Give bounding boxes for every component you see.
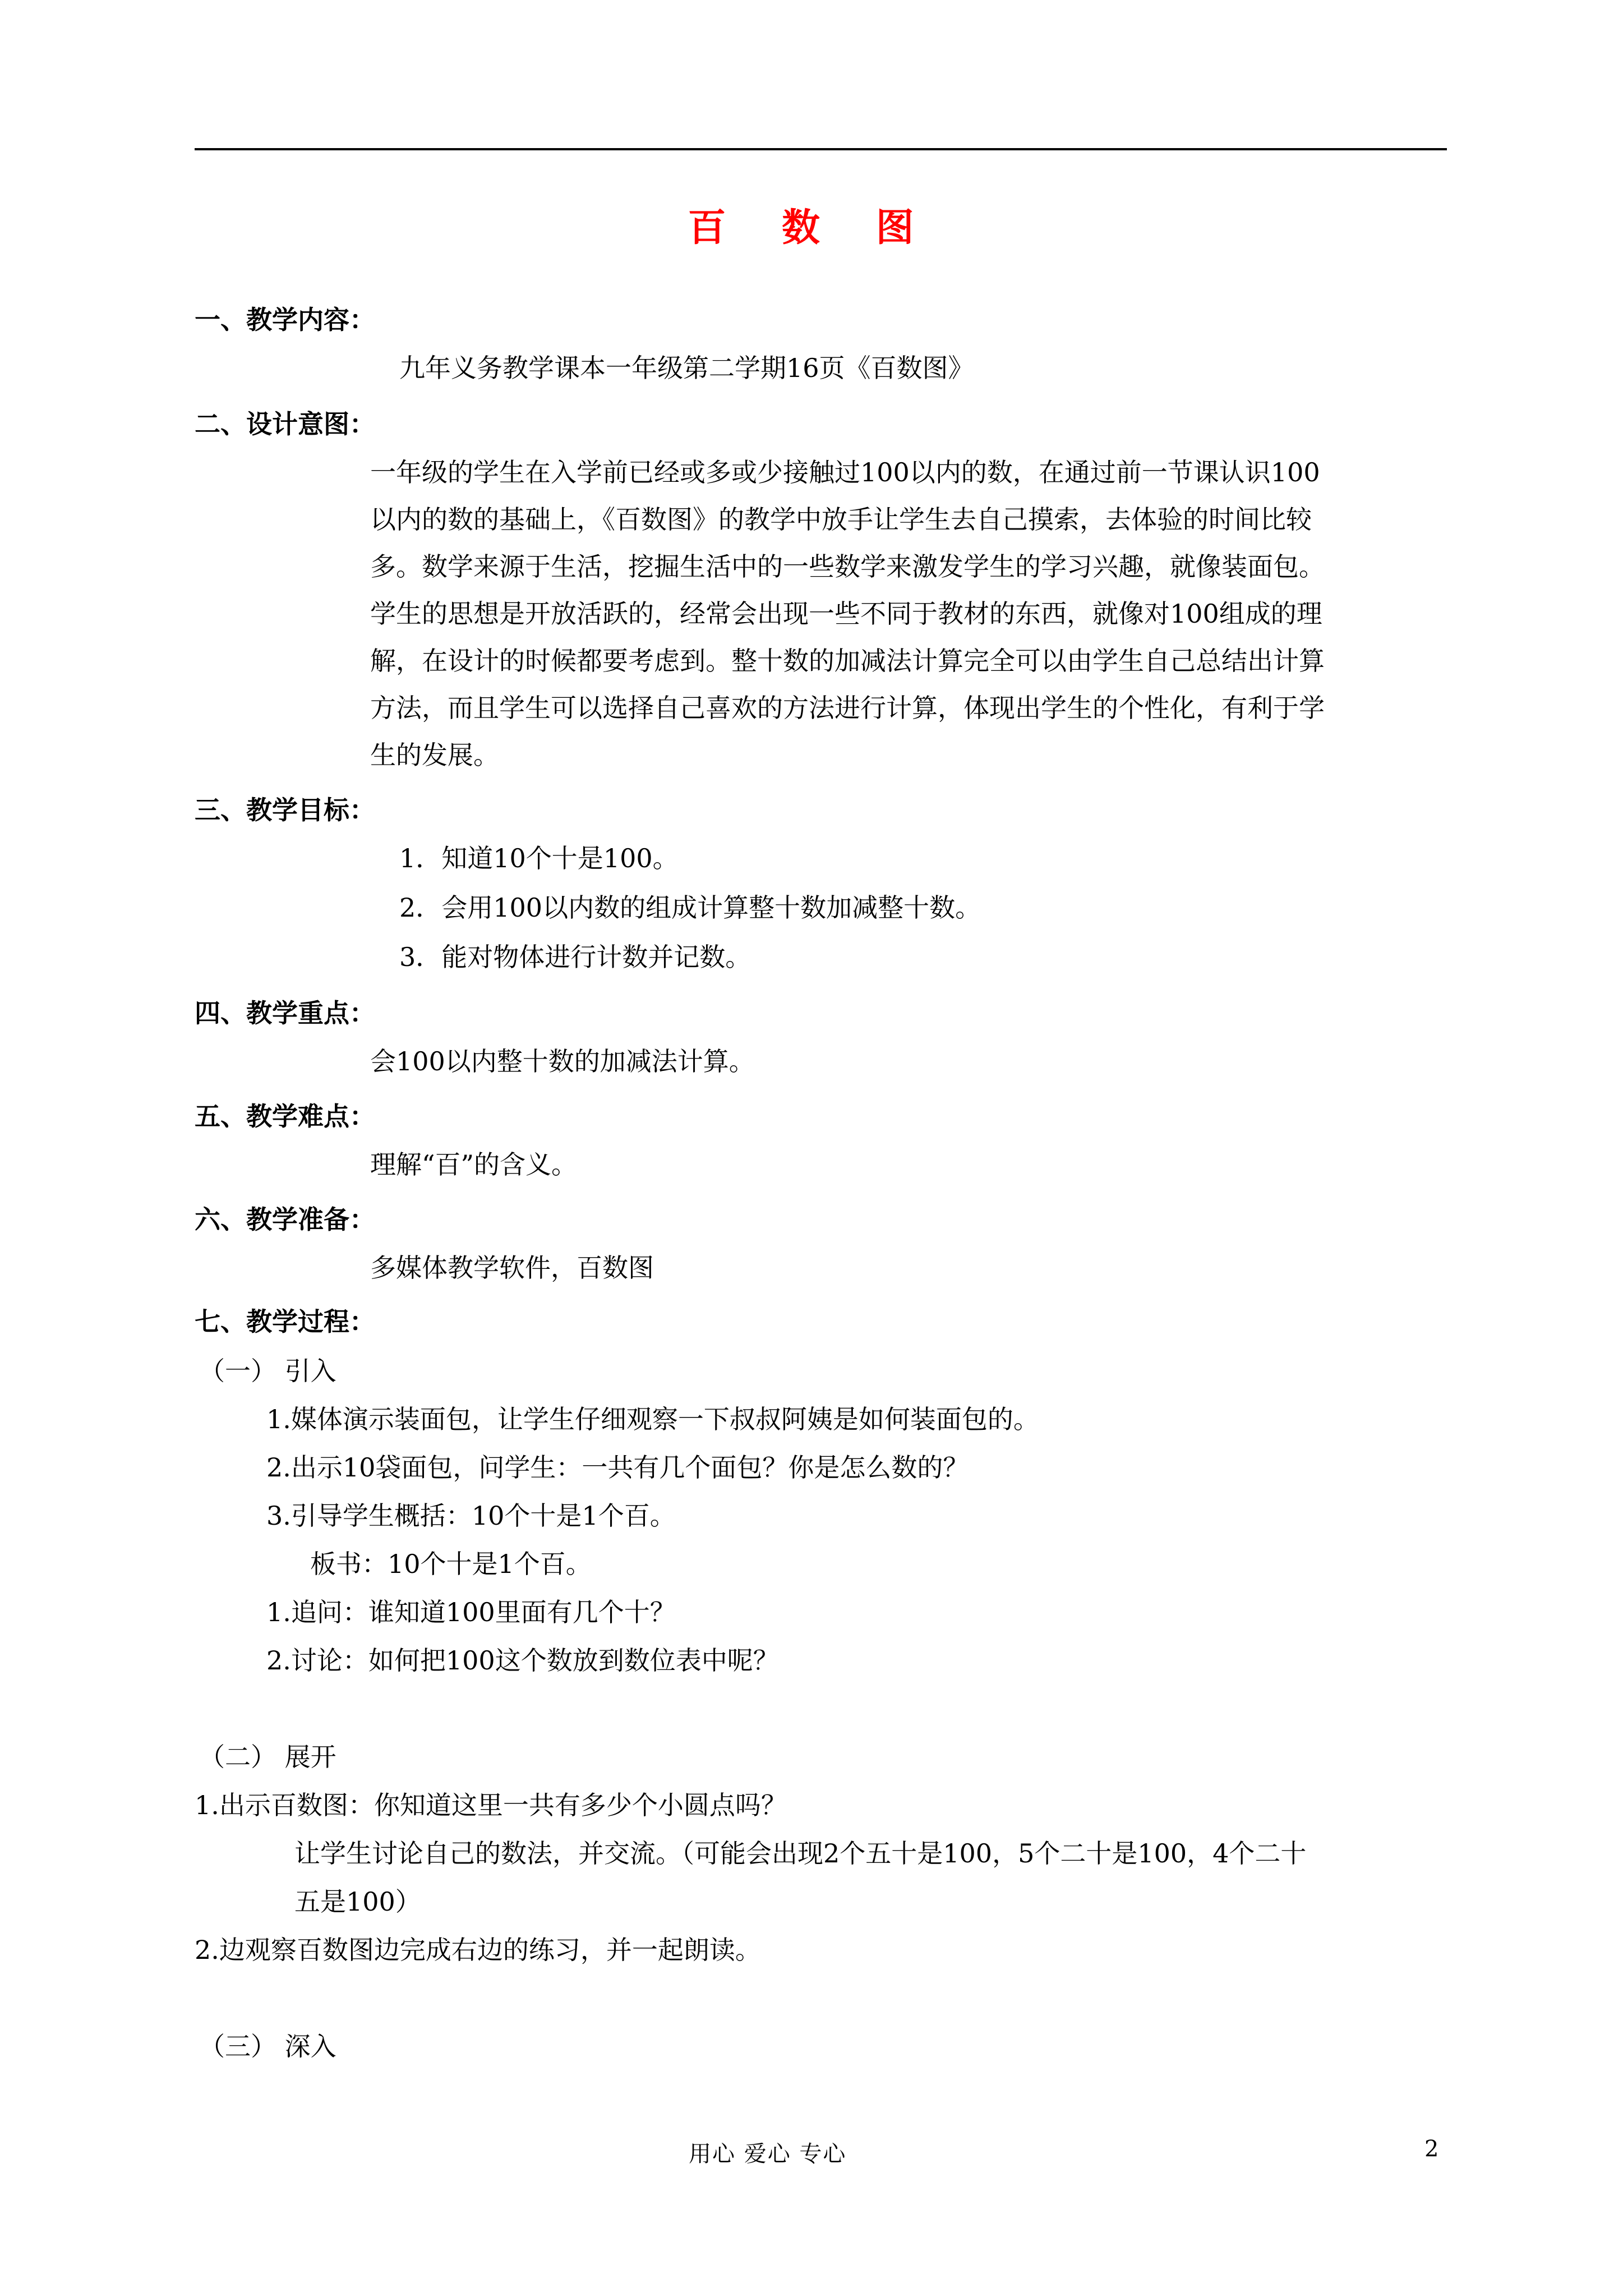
- section-heading-difficulty: 五、教学难点：: [195, 1101, 375, 1131]
- section-heading-goals: 三、教学目标：: [195, 795, 375, 825]
- section-text: 学生的思想是开放活跃的，经常会出现一些不同于教材的东西，就像对100组成的理: [370, 599, 1322, 629]
- goal-item: 3．能对物体进行计数并记数。: [399, 942, 751, 972]
- process-step: 1.追问：谁知道100里面有几个十？: [266, 1597, 676, 1627]
- process-step: 让学生讨论自己的数法，并交流。（可能会出现2个五十是100，5个二十是100，4个二十: [294, 1838, 1307, 1869]
- section-text: 会100以内整十数的加减法计算。: [370, 1046, 755, 1076]
- section-text: 以内的数的基础上，《百数图》的教学中放手让学生去自己摸索，去体验的时间比较: [370, 504, 1312, 535]
- section-heading-preparation: 六、教学准备：: [195, 1204, 375, 1235]
- process-step: 2.边观察百数图边完成右边的练习，并一起朗读。: [195, 1935, 761, 1965]
- section-text: 解，在设计的时候都要考虑到。整十数的加减法计算完全可以由学生自己总结出计算: [370, 646, 1325, 676]
- section-text: 生的发展。: [370, 740, 499, 770]
- section-text: 理解“百”的含义。: [370, 1149, 578, 1180]
- process-step: 1.媒体演示装面包，让学生仔细观察一下叔叔阿姨是如何装面包的。: [266, 1404, 1039, 1434]
- process-part-label: （三） 深入: [199, 2031, 336, 2062]
- page-number: 2: [1424, 2136, 1439, 2162]
- section-heading-design: 二、设计意图：: [195, 409, 375, 439]
- section-text: 多。数学来源于生活，挖掘生活中的一些数学来激发学生的学习兴趣，就像装面包。: [370, 551, 1325, 582]
- section-text: 一年级的学生在入学前已经或多或少接触过100以内的数，在通过前一节课认识100: [370, 457, 1320, 487]
- process-part-label: （一） 引入: [199, 1356, 336, 1386]
- page-title: 百 数 图: [688, 205, 935, 250]
- goal-item: 1．知道10个十是100。: [399, 843, 679, 873]
- section-heading-key: 四、教学重点：: [195, 998, 375, 1028]
- section-text: 方法，而且学生可以选择自己喜欢的方法进行计算，体现出学生的个性化，有利于学: [370, 693, 1325, 723]
- footer-slogan: 用心 爱心 专心: [689, 2141, 847, 2167]
- section-text: 九年义务教学课本一年级第二学期16页《百数图》: [399, 353, 974, 383]
- goal-item: 2．会用100以内数的组成计算整十数加减整十数。: [399, 892, 981, 923]
- process-step: 1.出示百数图：你知道这里一共有多少个小圆点吗？: [195, 1790, 787, 1820]
- process-step: 五是100）: [294, 1887, 421, 1917]
- header-rule: [195, 148, 1447, 150]
- section-heading-content: 一、教学内容：: [195, 305, 375, 335]
- process-step: 3.引导学生概括：10个十是1个百。: [266, 1501, 676, 1531]
- section-heading-process: 七、教学过程：: [195, 1306, 375, 1337]
- process-step: 2.出示10袋面包，问学生：一共有几个面包？你是怎么数的？: [266, 1452, 969, 1483]
- process-step: 2.讨论：如何把100这个数放到数位表中呢？: [266, 1645, 779, 1676]
- process-part-label: （二） 展开: [199, 1742, 336, 1772]
- process-step: 板书：10个十是1个百。: [310, 1549, 592, 1579]
- section-text: 多媒体教学软件，百数图: [370, 1253, 654, 1283]
